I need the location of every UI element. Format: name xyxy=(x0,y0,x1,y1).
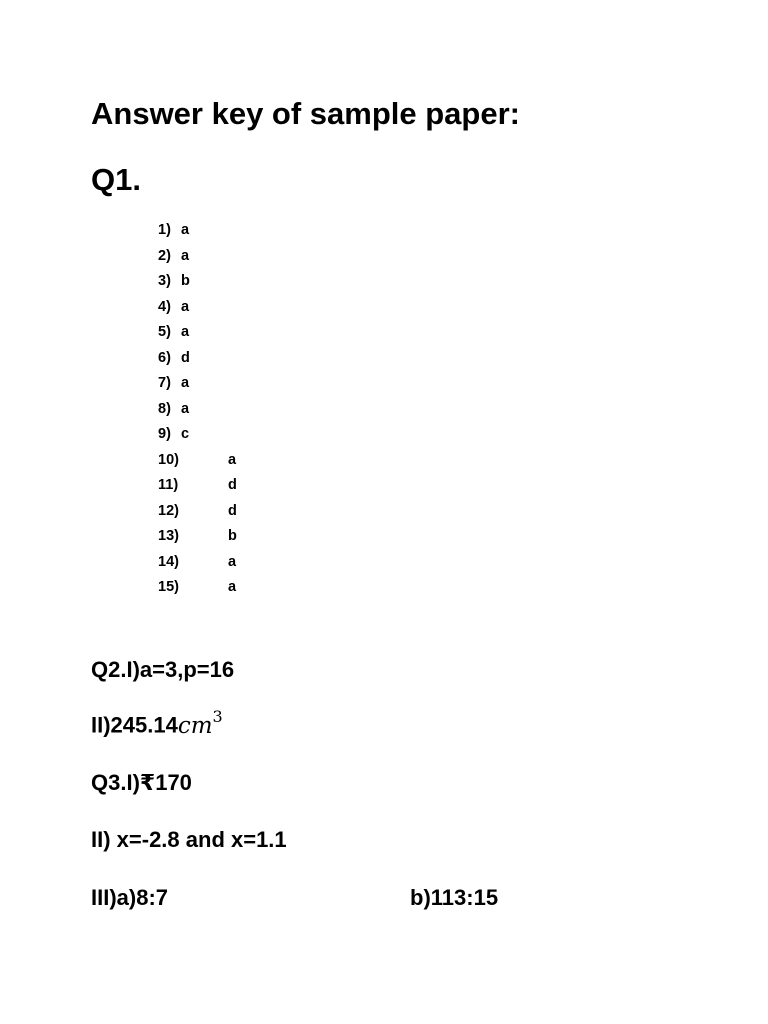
answer-number: 10) xyxy=(158,451,179,468)
answer-number: 4) xyxy=(158,298,171,315)
answer-item xyxy=(158,426,190,452)
answer-item xyxy=(158,579,237,605)
answer-item xyxy=(158,400,190,427)
answer-item xyxy=(158,298,190,325)
q2-part2-answer xyxy=(91,709,223,739)
answer-value: a xyxy=(228,451,237,468)
unit-exponent: 3 xyxy=(212,707,223,726)
answer-number: 8) xyxy=(158,400,171,417)
answer-number: 6) xyxy=(158,349,171,366)
q3-part3a-answer: III)a)8:7 xyxy=(91,885,169,910)
page-title: Answer key of sample paper: xyxy=(91,96,520,131)
answer-item xyxy=(158,273,190,299)
q2-part1-answer: Q2.I)a=3,p=16 xyxy=(91,657,235,682)
answer-value: a xyxy=(228,553,237,570)
answer-value: d xyxy=(181,349,190,366)
answer-value: a xyxy=(228,579,237,595)
answer-item xyxy=(158,477,237,503)
answer-number: 12) xyxy=(158,502,179,519)
q2-part2-unit xyxy=(177,707,223,739)
answer-item xyxy=(158,324,190,350)
answer-value: a xyxy=(181,400,190,417)
answer-number: 1) xyxy=(158,222,171,238)
answer-number: 15) xyxy=(158,579,179,595)
answer-value: d xyxy=(228,502,237,519)
answer-number: 7) xyxy=(158,375,171,391)
answer-item xyxy=(158,502,237,529)
answer-item xyxy=(158,375,190,401)
unit-base: cm xyxy=(177,712,213,739)
q3-part2-answer: II) x=-2.8 and x=1.1 xyxy=(91,827,287,852)
q3-part1-answer: Q3.I)₹170 xyxy=(91,770,192,795)
answer-number: 3) xyxy=(158,273,171,289)
answer-item xyxy=(158,222,190,248)
answer-value: a xyxy=(181,324,190,340)
answer-number: 14) xyxy=(158,553,179,570)
q3-part3b-answer: b)113:15 xyxy=(410,885,499,910)
answer-item xyxy=(158,451,237,478)
answer-number: 13) xyxy=(158,528,179,544)
answer-number: 2) xyxy=(158,247,171,264)
answer-item xyxy=(158,349,190,376)
answer-value: a xyxy=(181,298,190,315)
q2-part2-value: II)245.14 xyxy=(91,712,178,738)
q1-answer-list xyxy=(158,222,237,605)
answer-number: 5) xyxy=(158,324,171,340)
answer-value: b xyxy=(228,528,237,544)
answer-number: 11) xyxy=(158,477,179,493)
answer-item xyxy=(158,553,237,580)
answer-item xyxy=(158,247,190,274)
q1-heading: Q1. xyxy=(91,162,141,197)
answer-value: a xyxy=(181,247,190,264)
answer-item xyxy=(158,528,237,554)
answer-value: c xyxy=(181,426,190,442)
answer-value: a xyxy=(181,222,190,238)
answer-value: d xyxy=(228,477,237,493)
answer-number: 9) xyxy=(158,426,171,442)
answer-value: b xyxy=(181,273,190,289)
answer-value: a xyxy=(181,375,190,391)
